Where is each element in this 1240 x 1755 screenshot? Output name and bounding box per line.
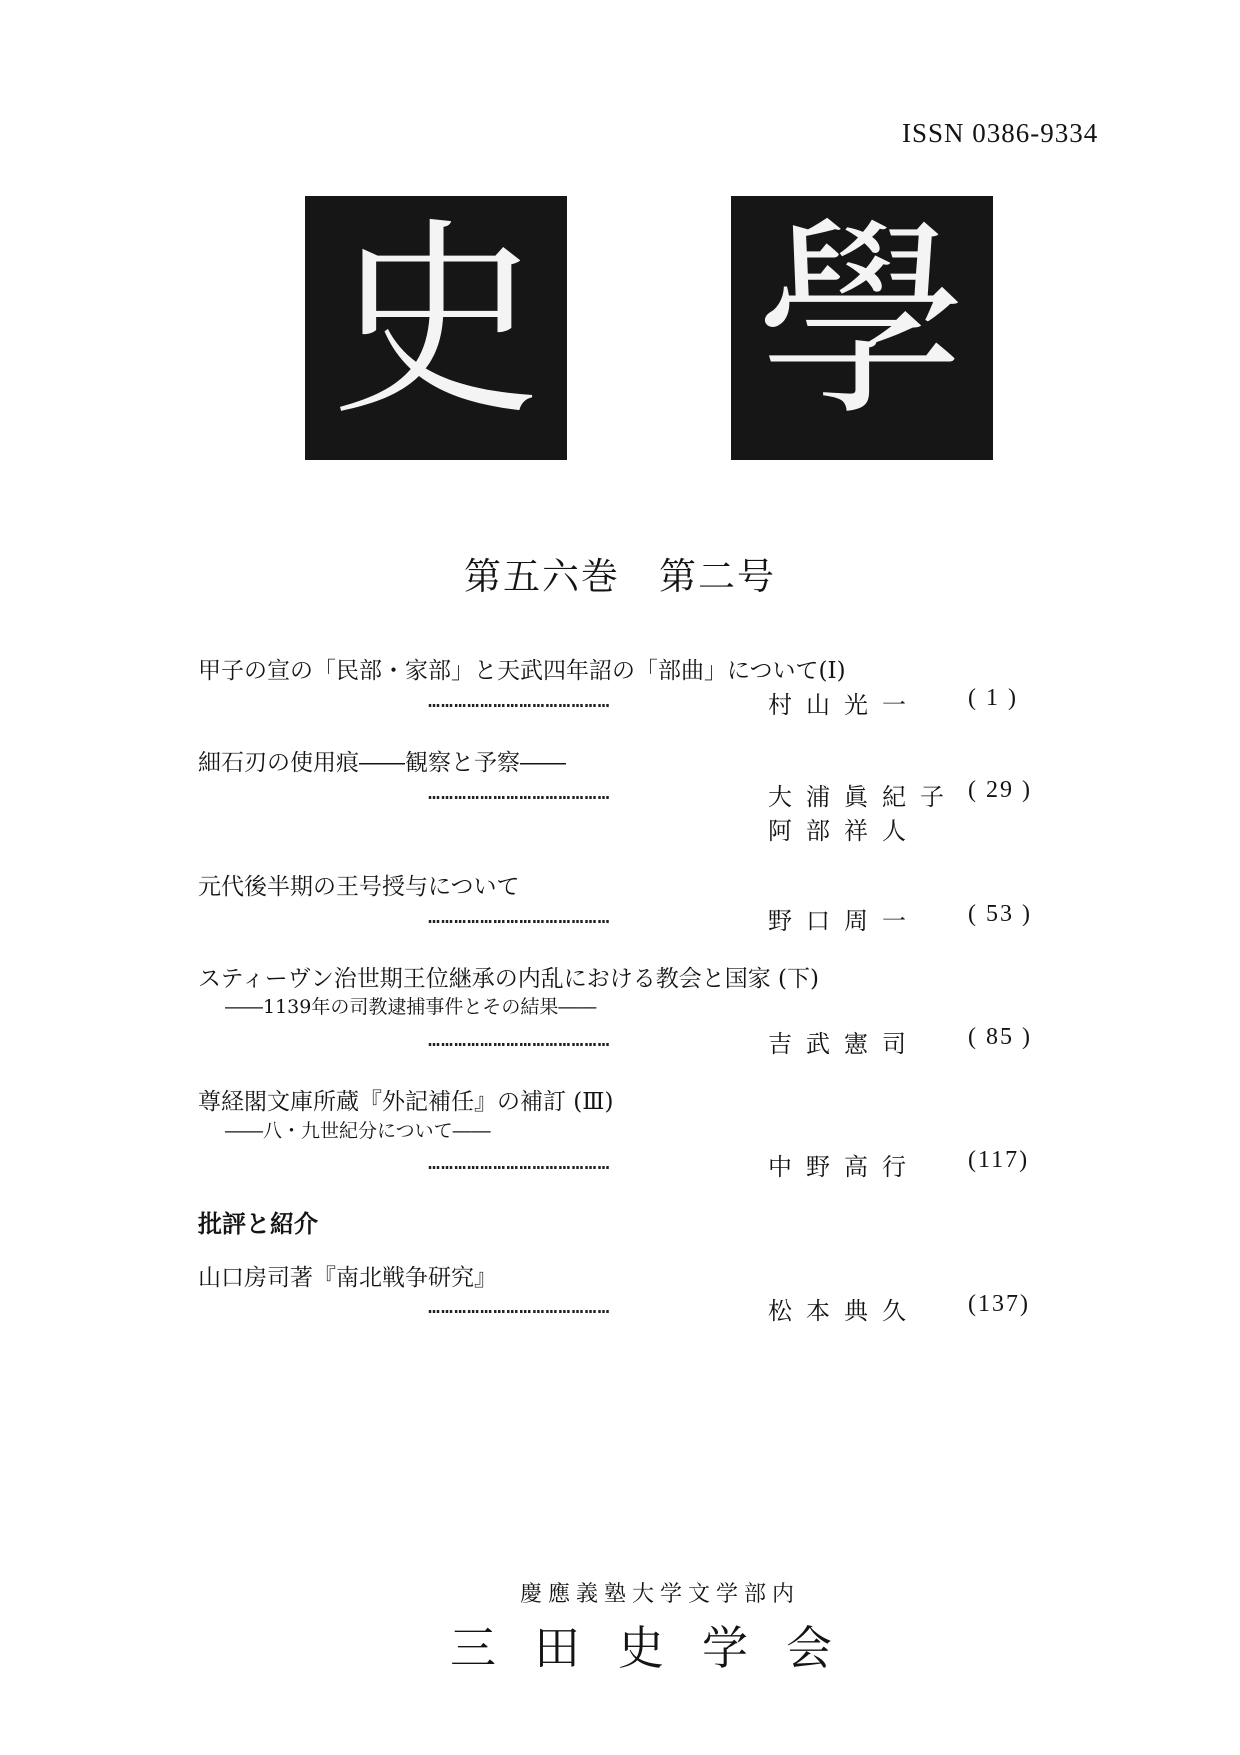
article-title: 尊経閣文庫所蔵『外記補任』の補訂 (Ⅲ) [198,1089,614,1115]
article-author: 吉武憲司 [768,1030,920,1058]
issn: ISSN 0386-9334 [902,118,1099,148]
review-author: 松本典久 [768,1297,920,1325]
dot-leader: …………………………………… [428,1294,611,1318]
volume-number: 第五六巻 第二号 [464,555,776,598]
publisher: 三田史学会 [450,1621,870,1675]
title-char-gaku: 學 [756,199,967,444]
article-title: スティーヴン治世期王位継承の内乱における教会と国家 (下) [198,966,819,992]
article-author: 村山光一 [768,691,920,719]
article-author: 阿部祥人 [768,817,920,845]
dot-leader: …………………………………… [428,904,611,928]
article-page: ( 1 ) [968,685,1018,711]
article-author: 中野高行 [768,1153,920,1181]
article-author: 大浦眞紀子 [768,783,958,811]
dot-leader: …………………………………… [428,1150,611,1174]
title-char-shi: 史 [330,199,541,444]
article-title: 甲子の宣の「民部・家部」と天武四年詔の「部曲」について(Ⅰ) [198,658,846,684]
article-page: ( 29 ) [968,777,1032,803]
affiliation: 慶應義塾大学文学部内 [519,1582,800,1607]
review-page: (137) [968,1291,1030,1317]
dot-leader: …………………………………… [428,688,611,712]
reviews-heading: 批評と紹介 [198,1209,318,1238]
article-page: (117) [968,1147,1030,1173]
article-author: 野口周一 [768,907,920,935]
article-page: ( 85 ) [968,1024,1032,1050]
article-title: 細石刃の使用痕――観察と予察―― [198,750,566,776]
dot-leader: …………………………………… [428,1027,611,1051]
dot-leader: …………………………………… [428,780,611,804]
article-subtitle: ――八・九世紀分について―― [225,1120,491,1142]
article-title: 元代後半期の王号授与について [198,874,520,900]
article-page: ( 53 ) [968,901,1032,927]
article-subtitle: ――1139年の司教逮捕事件とその結果―― [225,996,597,1018]
review-title: 山口房司著『南北戦争研究』 [198,1265,497,1291]
